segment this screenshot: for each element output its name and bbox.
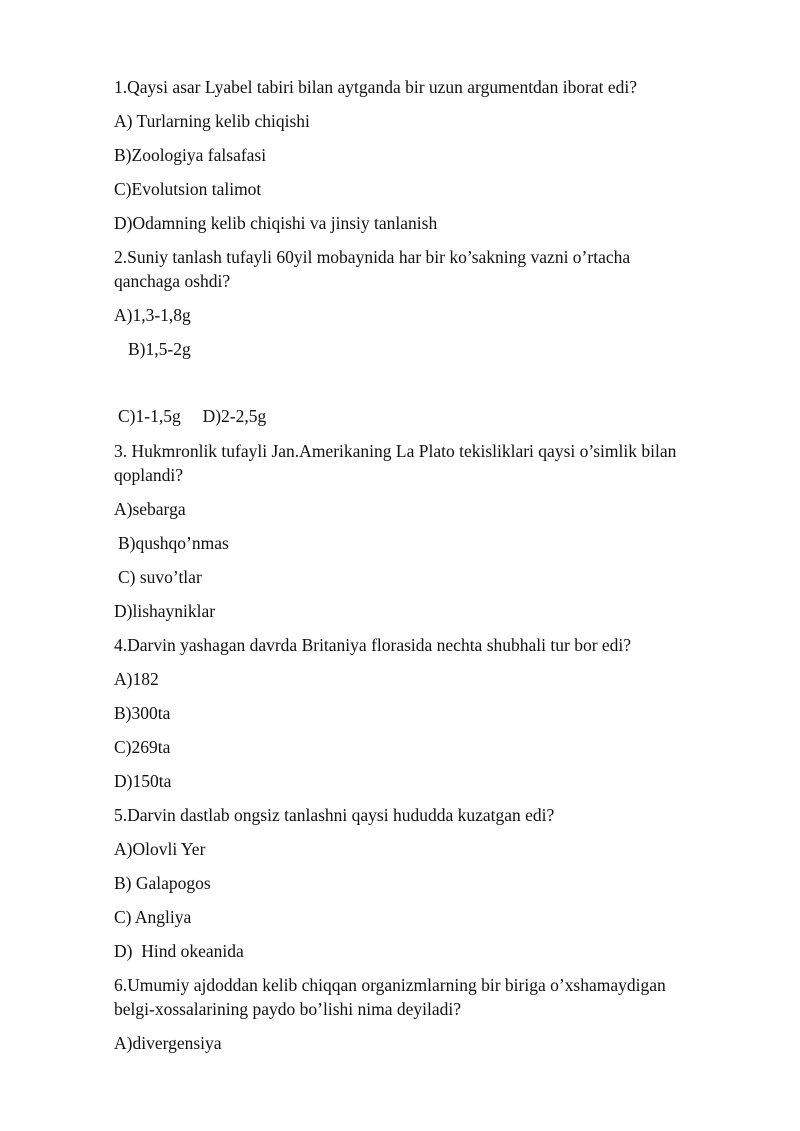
question-2-text-line-1: 2.Suniy tanlash tufayli 60yil mobaynida har bir ko’sakning vazni o’rtacha bbox=[114, 247, 631, 267]
question-4-option-d: D)150ta bbox=[114, 771, 172, 791]
question-5-option-b: B) Galapogos bbox=[114, 873, 211, 893]
question-5-text: 5.Darvin dastlab ongsiz tanlashni qaysi hududda kuzatgan edi? bbox=[114, 805, 555, 825]
question-4-option-c: C)269ta bbox=[114, 737, 171, 757]
question-1-text: 1.Qaysi asar Lyabel tabiri bilan aytganda bir uzun argumentdan iborat edi? bbox=[114, 77, 638, 97]
question-2-option-b: B)1,5-2g bbox=[128, 339, 191, 359]
question-2-text-line-2: qanchaga oshdi? bbox=[114, 271, 231, 291]
question-3-text-line-2: qoplandi? bbox=[114, 465, 184, 485]
question-1-option-c: C)Evolutsion talimot bbox=[114, 179, 262, 199]
question-6-text-line-2: belgi-xossalarining paydo bo’lishi nima deyiladi? bbox=[114, 999, 462, 1019]
question-5-option-c: C) Angliya bbox=[114, 907, 192, 927]
question-1-option-d: D)Odamning kelib chiqishi va jinsiy tanlanish bbox=[114, 213, 438, 233]
question-1-option-b: B)Zoologiya falsafasi bbox=[114, 145, 267, 165]
question-6-text-line-1: 6.Umumiy ajdoddan kelib chiqqan organizmlarning bir biriga o’xshamaydigan bbox=[114, 975, 666, 995]
question-6-option-a: A)divergensiya bbox=[114, 1033, 222, 1053]
question-4-text: 4.Darvin yashagan davrda Britaniya florasida nechta shubhali tur bor edi? bbox=[114, 635, 632, 655]
question-5-option-d: D) Hind okeanida bbox=[114, 941, 244, 961]
question-4-option-a: A)182 bbox=[114, 669, 159, 689]
question-3-option-b: B)qushqo’nmas bbox=[118, 533, 229, 553]
question-3-option-c: C) suvo’tlar bbox=[118, 567, 202, 587]
question-3-option-d: D)lishayniklar bbox=[114, 601, 216, 621]
question-3-text-line-1: 3. Hukmronlik tufayli Jan.Amerikaning La Plato tekisliklari qaysi o’simlik bilan bbox=[114, 441, 677, 461]
question-2-option-a: A)1,3-1,8g bbox=[114, 305, 191, 325]
question-1-option-a: A) Turlarning kelib chiqishi bbox=[114, 111, 310, 131]
question-4-option-b: B)300ta bbox=[114, 703, 171, 723]
question-2-option-c-d: C)1-1,5g D)2-2,5g bbox=[118, 406, 267, 426]
question-3-option-a: A)sebarga bbox=[114, 499, 186, 519]
question-5-option-a: A)Olovli Yer bbox=[114, 839, 206, 859]
